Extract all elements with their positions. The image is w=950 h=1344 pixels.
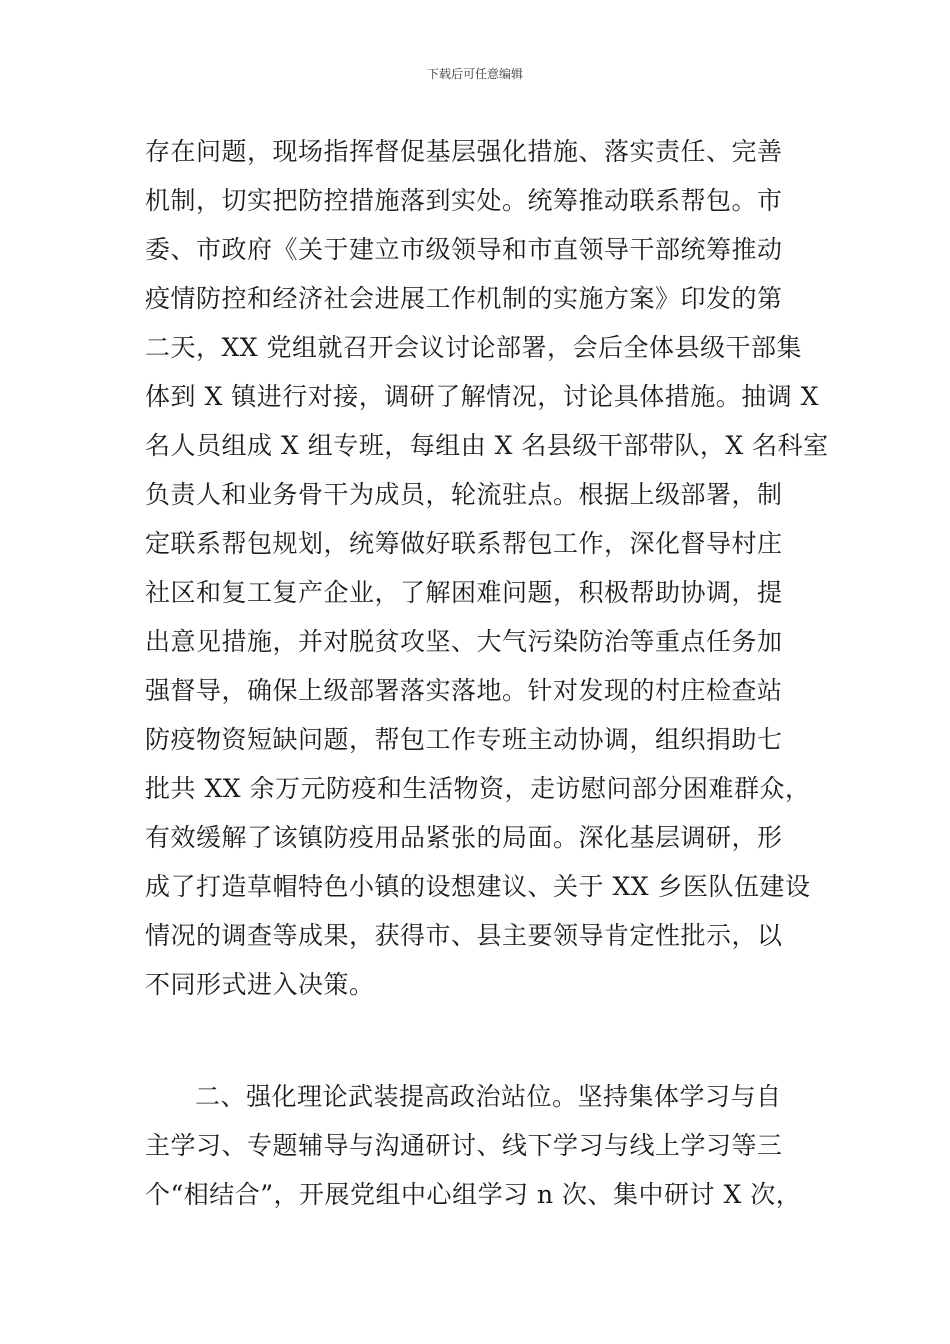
- text-line: 社区和复工复产企业，了解困难问题，积极帮助协调，提: [145, 578, 783, 607]
- text-line: 批共 XX 余万元防疫和生活物资，走访慰问部分困难群众，: [145, 774, 811, 803]
- text-line: 成了打造草帽特色小镇的设想建议、关于 XX 乡医队伍建设: [145, 872, 811, 901]
- text-line: 疫情防控和经济社会进展工作机制的实施方案》印发的第: [145, 284, 783, 313]
- text-line: 主学习、专题辅导与沟通研讨、线下学习与线上学习等三: [145, 1131, 783, 1160]
- paragraph-2: [145, 1072, 810, 1219]
- text-line: 存在问题，现场指挥督促基层强化措施、落实责任、完善: [145, 137, 783, 166]
- text-line: 个“相结合”，开展党组中心组学习 n 次、集中研讨 X 次，: [145, 1180, 802, 1209]
- text-line: 不同形式进入决策。: [145, 970, 375, 999]
- text-line: 强督导，确保上级部署落实落地。针对发现的村庄检查站: [145, 676, 783, 705]
- text-line: 防疫物资短缺问题，帮包工作专班主动协调，组织捐助七: [145, 725, 783, 754]
- text-line: 名人员组成 X 组专班，每组由 X 名县级干部带队，X 名科室: [145, 431, 829, 460]
- text-line: 体到 X 镇进行对接，调研了解情况，讨论具体措施。抽调 X: [145, 382, 819, 411]
- text-line: 情况的调查等成果，获得市、县主要领导肯定性批示，以: [145, 921, 783, 950]
- page-header: 下载后可任意编辑: [426, 67, 523, 81]
- paragraph-1: [145, 127, 829, 1009]
- text-line: 二天，XX 党组就召开会议讨论部署，会后全体县级干部集: [145, 333, 803, 362]
- text-line: 有效缓解了该镇防疫用品紧张的局面。深化基层调研，形: [145, 823, 783, 852]
- text-line: 负责人和业务骨干为成员，轮流驻点。根据上级部署，制: [145, 480, 783, 509]
- text-line: 定联系帮包规划，统筹做好联系帮包工作，深化督导村庄: [145, 529, 783, 558]
- text-line: 委、市政府《关于建立市级领导和市直领导干部统筹推动: [145, 235, 783, 264]
- text-line: 出意见措施，并对脱贫攻坚、大气污染防治等重点任务加: [145, 627, 783, 656]
- text-line: 机制，切实把防控措施落到实处。统筹推动联系帮包。市: [145, 186, 783, 215]
- text-line: 二、强化理论武装提高政治站位。坚持集体学习与自: [195, 1082, 782, 1111]
